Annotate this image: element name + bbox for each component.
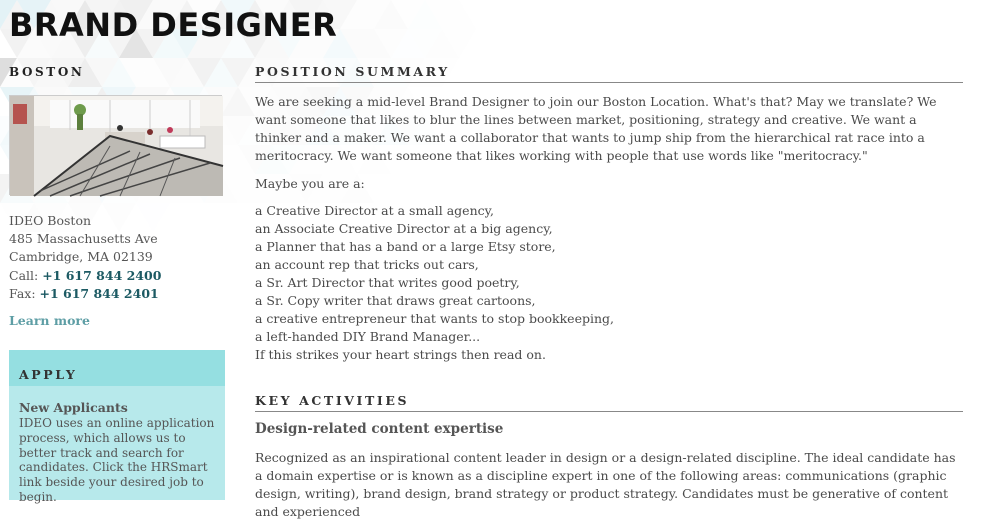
- list-item: a Creative Director at a small agency,: [255, 203, 495, 218]
- office-address: [9, 212, 161, 303]
- office-city-heading: BOSTON: [9, 65, 85, 79]
- position-summary-heading: POSITION SUMMARY: [255, 64, 963, 83]
- list-item: an account rep that tricks out cars,: [255, 257, 479, 272]
- call-number-link[interactable]: +1 617 844 2400: [42, 267, 162, 283]
- list-item: a Sr. Copy writer that draws great cartoons,: [255, 293, 536, 308]
- apply-heading: APPLY: [9, 350, 225, 386]
- learn-more-link[interactable]: Learn more: [9, 313, 90, 328]
- office-city-line: Cambridge, MA 02139: [9, 249, 153, 265]
- list-item: a left-handed DIY Brand Manager...: [255, 329, 481, 344]
- office-street: 485 Massachusetts Ave: [9, 231, 158, 247]
- office-call: [9, 267, 161, 285]
- content-expertise-subheading: Design-related content expertise: [255, 421, 504, 437]
- list-item: If this strikes your heart strings then read on.: [255, 347, 546, 362]
- office-photo: [9, 95, 222, 195]
- key-activities-paragraph: Recognized as an inspirational content leader in design or a design-related discipline. The ideal candidate has a domain expertise or is known as a discipline expert in one of the following areas: communications (graphic design, writing), brand design, brand strategy or product strategy. Candidates must be generative of content and experienced: [255, 450, 956, 519]
- office-fax: [9, 285, 161, 303]
- position-summary-paragraph: We are seeking a mid-level Brand Designer to join our Boston Location. What's that? May we translate? We want someone that likes to blur the lines between market, positioning, strategy and creative. We want a thinker and a maker. We want a collaborator that wants to jump ship from the hierarchical rat race into a meritocracy. We want someone that likes working with people that use words like "meritocracy.": [255, 94, 937, 163]
- fax-label: Fax:: [9, 285, 40, 301]
- office-interior-image: [10, 96, 223, 196]
- apply-panel: [9, 350, 225, 504]
- apply-description: IDEO uses an online application process, which allows us to better track and search for candidates. Click the HRSmart link beside your desired job to begin.: [19, 416, 215, 504]
- list-item: a Sr. Art Director that writes good poetry,: [255, 275, 520, 290]
- list-item: an Associate Creative Director at a big agency,: [255, 221, 553, 236]
- candidate-profile-list: [255, 202, 614, 364]
- fax-number-link[interactable]: +1 617 844 2401: [39, 285, 159, 301]
- page-title: BRAND DESIGNER: [9, 6, 338, 44]
- key-activities-heading: KEY ACTIVITIES: [255, 393, 963, 412]
- new-applicants-heading: New Applicants: [19, 400, 128, 415]
- office-name: IDEO Boston: [9, 213, 92, 228]
- call-label: Call:: [9, 267, 43, 283]
- list-item: a creative entrepreneur that wants to stop bookkeeping,: [255, 311, 614, 326]
- maybe-you-are-text: Maybe you are a:: [255, 176, 365, 191]
- list-item: a Planner that has a band or a large Etsy store,: [255, 239, 556, 254]
